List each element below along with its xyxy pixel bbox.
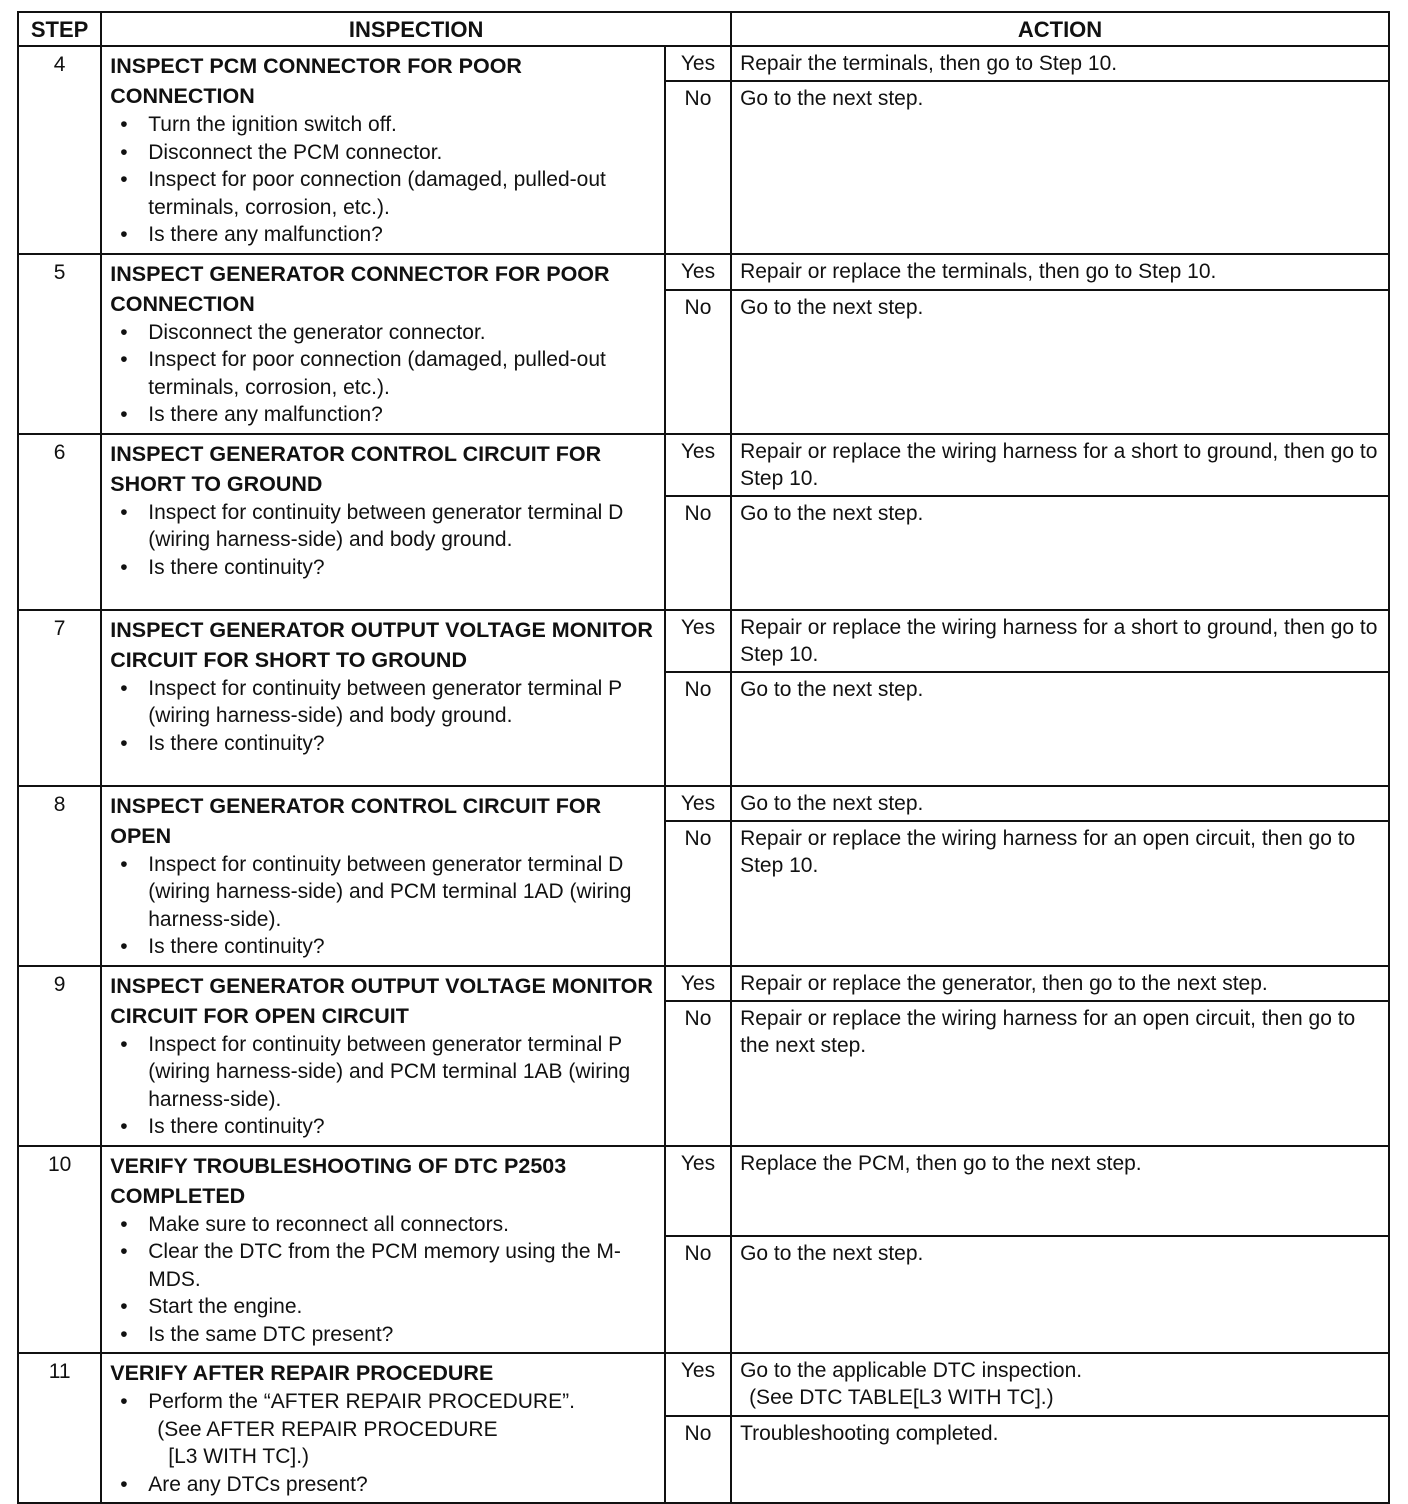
yes-label: Yes — [665, 434, 731, 496]
inspection-cell — [101, 46, 665, 254]
step-number: 5 — [18, 254, 101, 434]
yes-action: Repair or replace the wiring harness for a short to ground, then go to Step 10. — [731, 610, 1389, 672]
inspection-bullets — [110, 851, 656, 961]
yes-label: Yes — [665, 786, 731, 822]
inspection-column-header: INSPECTION — [101, 12, 731, 46]
bullet-item: • Start the engine. — [110, 1293, 656, 1321]
no-label: No — [665, 290, 731, 434]
no-action: Go to the next step. — [731, 290, 1389, 434]
bullet-item: • Is there any malfunction? — [110, 221, 656, 249]
step-5-yes-row — [18, 254, 1389, 290]
step-4-yes-row — [18, 46, 1389, 81]
inspection-title: VERIFY TROUBLESHOOTING OF DTC P2503 COMPLETED — [110, 1153, 567, 1208]
inspection-bullets — [110, 319, 656, 429]
step-number: 7 — [18, 610, 101, 786]
step-number: 10 — [18, 1146, 101, 1354]
step-10-yes-row — [18, 1146, 1389, 1237]
inspection-bullets — [110, 499, 656, 582]
step-number: 8 — [18, 786, 101, 966]
inspection-bullets — [110, 1388, 656, 1498]
bullet-item: • Clear the DTC from the PCM memory using the M-MDS. — [110, 1238, 656, 1293]
yes-label: Yes — [665, 46, 731, 81]
yes-action: Go to the next step. — [731, 786, 1389, 822]
yes-action: Repair or replace the wiring harness for a short to ground, then go to Step 10. — [731, 434, 1389, 496]
yes-action-reference: (See DTC TABLE[L3 WITH TC].) — [749, 1386, 1054, 1409]
no-action: Troubleshooting completed. — [731, 1416, 1389, 1503]
yes-action: Go to the applicable DTC inspection. — [740, 1359, 1083, 1382]
troubleshooting-table — [17, 11, 1390, 1504]
inspection-cell — [101, 434, 665, 610]
no-label: No — [665, 1001, 731, 1145]
no-label: No — [665, 672, 731, 786]
yes-action: Repair the terminals, then go to Step 10. — [731, 46, 1389, 81]
table-header-row — [18, 12, 1389, 46]
bullet-item: • Disconnect the generator connector. — [110, 319, 656, 347]
no-action: Repair or replace the wiring harness for an open circuit, then go to Step 10. — [731, 821, 1389, 965]
bullet-item: • Inspect for continuity between generator terminal D (wiring harness-side) and PCM terminal 1AD (wiring harness-side). — [110, 851, 656, 934]
step-number: 9 — [18, 966, 101, 1146]
inspection-cell — [101, 1353, 665, 1503]
bullet-item: • Inspect for poor connection (damaged, pulled-out terminals, corrosion, etc.). — [110, 346, 656, 401]
bullet-item: • Is the same DTC present? — [110, 1321, 656, 1349]
bullet-item: • Is there continuity? — [110, 933, 656, 961]
no-action: Go to the next step. — [731, 81, 1389, 253]
bullet-item: • Inspect for continuity between generator terminal P (wiring harness-side) and PCM terminal 1AB (wiring harness-side). — [110, 1031, 656, 1114]
bullet-item: • Turn the ignition switch off. — [110, 111, 656, 139]
inspection-title: INSPECT GENERATOR CONNECTOR FOR POOR CONNECTION — [110, 261, 610, 316]
bullet-item: • Is there continuity? — [110, 730, 656, 758]
reference-line-2: [L3 WITH TC].) — [168, 1445, 310, 1468]
bullet-item: • Are any DTCs present? — [110, 1471, 656, 1499]
inspection-title: INSPECT GENERATOR CONTROL CIRCUIT FOR SHORT TO GROUND — [110, 441, 602, 496]
inspection-bullets — [110, 1031, 656, 1141]
bullet-item: • Is there continuity? — [110, 554, 656, 582]
bullet-item: • Inspect for continuity between generator terminal P (wiring harness-side) and body ground. — [110, 675, 656, 730]
inspection-title: INSPECT GENERATOR OUTPUT VOLTAGE MONITOR CIRCUIT FOR OPEN CIRCUIT — [110, 973, 653, 1028]
yes-action: Replace the PCM, then go to the next step. — [731, 1146, 1389, 1237]
inspection-title: VERIFY AFTER REPAIR PROCEDURE — [110, 1361, 494, 1385]
yes-label: Yes — [665, 1146, 731, 1237]
step-column-header: STEP — [18, 12, 101, 46]
yes-label: Yes — [665, 1353, 731, 1416]
action-column-header: ACTION — [731, 12, 1389, 46]
no-action: Go to the next step. — [731, 672, 1389, 786]
bullet-text: Perform the “AFTER REPAIR PROCEDURE”. — [148, 1390, 575, 1413]
no-action: Go to the next step. — [731, 1236, 1389, 1353]
no-action: Go to the next step. — [731, 496, 1389, 610]
inspection-title: INSPECT PCM CONNECTOR FOR POOR CONNECTION — [110, 54, 522, 108]
no-label: No — [665, 821, 731, 965]
step-8-yes-row — [18, 786, 1389, 822]
bullet-item: • Is there any malfunction? — [110, 401, 656, 429]
inspection-cell — [101, 254, 665, 434]
no-label: No — [665, 496, 731, 610]
step-number: 4 — [18, 46, 101, 254]
bullet-item: • Is there continuity? — [110, 1113, 656, 1141]
inspection-bullets — [110, 1211, 656, 1349]
inspection-bullets — [110, 675, 656, 758]
bullet-item: • Inspect for continuity between generator terminal D (wiring harness-side) and body ground. — [110, 499, 656, 554]
yes-label: Yes — [665, 254, 731, 290]
step-11-yes-row — [18, 1353, 1389, 1416]
inspection-title: INSPECT GENERATOR CONTROL CIRCUIT FOR OPEN — [110, 793, 602, 848]
bullet-item: • Disconnect the PCM connector. — [110, 139, 656, 167]
yes-action: Repair or replace the terminals, then go to Step 10. — [731, 254, 1389, 290]
step-9-yes-row — [18, 966, 1389, 1002]
reference-line-1: (See AFTER REPAIR PROCEDURE — [157, 1417, 498, 1441]
yes-action-cell — [731, 1353, 1389, 1416]
yes-label: Yes — [665, 966, 731, 1002]
step-number: 11 — [18, 1353, 101, 1503]
no-label: No — [665, 1236, 731, 1353]
no-label: No — [665, 1416, 731, 1503]
bullet-item: • Inspect for poor connection (damaged, pulled-out terminals, corrosion, etc.). — [110, 166, 656, 221]
inspection-cell — [101, 610, 665, 786]
inspection-bullets — [110, 111, 656, 249]
no-action: Repair or replace the wiring harness for an open circuit, then go to the next step. — [731, 1001, 1389, 1145]
inspection-cell — [101, 786, 665, 966]
inspection-cell — [101, 1146, 665, 1354]
yes-label: Yes — [665, 610, 731, 672]
bullet-item — [110, 1388, 656, 1471]
inspection-title: INSPECT GENERATOR OUTPUT VOLTAGE MONITOR CIRCUIT FOR SHORT TO GROUND — [110, 617, 653, 672]
step-6-yes-row — [18, 434, 1389, 496]
step-7-yes-row — [18, 610, 1389, 672]
no-label: No — [665, 81, 731, 253]
yes-action: Repair or replace the generator, then go to the next step. — [731, 966, 1389, 1002]
step-number: 6 — [18, 434, 101, 610]
bullet-item: • Make sure to reconnect all connectors. — [110, 1211, 656, 1239]
inspection-cell — [101, 966, 665, 1146]
